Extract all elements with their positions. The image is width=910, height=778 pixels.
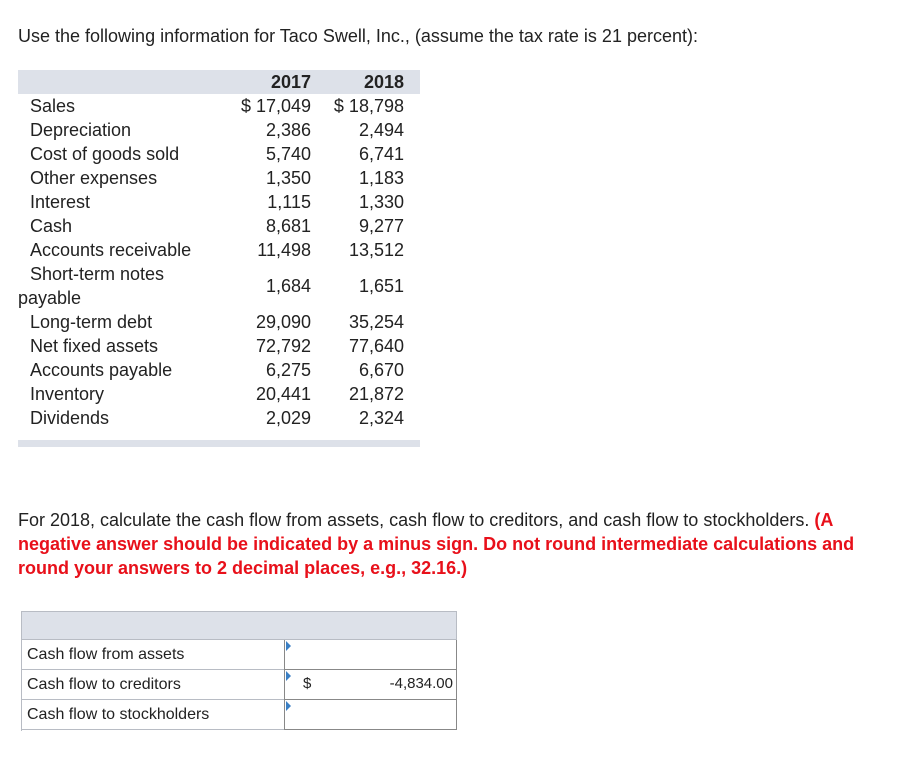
value-2018: 1,330 <box>358 192 404 212</box>
table-row <box>18 262 420 310</box>
cash-flow-to-creditors-input[interactable] <box>284 670 457 700</box>
answer-table-header <box>21 611 457 640</box>
question-body: For 2018, calculate the cash flow from assets, cash flow to creditors, and cash flow to stockholders. <box>18 510 810 530</box>
intro-text: Use the following information for Taco Swell, Inc., (assume the tax rate is 21 percent): <box>18 26 698 46</box>
row-label: Depreciation <box>30 120 132 140</box>
answer-label: Cash flow to stockholders <box>21 700 284 730</box>
value-2018: 77,640 <box>348 336 404 356</box>
answer-row-cash-flow-to-stockholders <box>21 700 457 730</box>
row-label: Accounts payable <box>30 360 173 380</box>
value-2017: $ 17,049 <box>240 96 312 116</box>
table-row <box>18 142 420 166</box>
answer-table <box>21 611 457 731</box>
row-label: Accounts receivable <box>30 240 192 260</box>
header-2017: 2017 <box>270 72 312 92</box>
value-2017: 2,029 <box>265 408 312 428</box>
table-row <box>18 358 420 382</box>
row-label: Net fixed assets <box>30 336 159 356</box>
table-row <box>18 406 420 430</box>
row-label-line2: payable <box>18 288 82 308</box>
table-row <box>18 214 420 238</box>
table-bottom-bar <box>18 440 420 447</box>
table-row <box>18 334 420 358</box>
table-row <box>18 310 420 334</box>
header-blank <box>18 70 228 94</box>
row-label: Dividends <box>30 408 110 428</box>
value-2018: 6,741 <box>358 144 404 164</box>
value-2018: 35,254 <box>348 312 404 332</box>
row-label: Cost of goods sold <box>30 144 180 164</box>
value-2017: 72,792 <box>255 336 312 356</box>
value-2017: 8,681 <box>265 216 312 236</box>
table-row <box>18 382 420 406</box>
row-label-line1: Short-term notes <box>30 264 165 284</box>
input-flag-icon <box>286 671 291 681</box>
cash-flow-to-stockholders-input[interactable] <box>284 700 457 730</box>
row-label: Interest <box>30 192 91 212</box>
value-2018: $ 18,798 <box>333 96 404 116</box>
table-row <box>18 94 420 118</box>
input-value: -4,834.00 <box>389 675 453 692</box>
table-header-row <box>18 70 420 94</box>
table-row <box>18 118 420 142</box>
row-label: Sales <box>30 96 76 116</box>
row-label: Long-term debt <box>30 312 153 332</box>
value-2017: 11,498 <box>257 240 312 260</box>
question-text <box>18 508 858 580</box>
header-2018: 2018 <box>363 72 404 92</box>
input-flag-icon <box>286 701 291 711</box>
value-2017: 1,115 <box>267 192 312 212</box>
value-2017: 1,684 <box>265 276 312 296</box>
answer-row-cash-flow-from-assets <box>21 640 457 670</box>
value-2017: 2,386 <box>265 120 312 140</box>
financial-data-table <box>18 70 420 430</box>
value-2018: 2,494 <box>358 120 404 140</box>
row-label <box>18 262 228 310</box>
input-flag-icon <box>286 641 291 651</box>
value-2018: 1,183 <box>358 168 404 188</box>
table-row <box>18 166 420 190</box>
answer-label: Cash flow to creditors <box>21 670 284 700</box>
table-row <box>18 190 420 214</box>
cash-flow-from-assets-input[interactable] <box>284 640 457 670</box>
value-2017: 6,275 <box>265 360 312 380</box>
value-2018: 2,324 <box>358 408 404 428</box>
value-2018: 1,651 <box>358 276 404 296</box>
value-2017: 20,441 <box>255 384 312 404</box>
value-2017: 5,740 <box>265 144 312 164</box>
value-2017: 29,090 <box>255 312 312 332</box>
table-row <box>18 238 420 262</box>
answer-label: Cash flow from assets <box>21 640 284 670</box>
currency-symbol: $ <box>303 675 312 692</box>
row-label: Cash <box>30 216 73 236</box>
answer-row-cash-flow-to-creditors <box>21 670 457 700</box>
question-instruction: (A negative answer should be indicated by a minus sign. Do not round intermediate calculations and round your answers to 2 decimal places, e.g., 32.16.) <box>18 510 855 578</box>
row-label: Other expenses <box>30 168 158 188</box>
value-2018: 9,277 <box>358 216 404 236</box>
value-2018: 6,670 <box>358 360 404 380</box>
value-2018: 13,512 <box>348 240 404 260</box>
row-label: Inventory <box>30 384 105 404</box>
value-2018: 21,872 <box>348 384 404 404</box>
value-2017: 1,350 <box>265 168 312 188</box>
